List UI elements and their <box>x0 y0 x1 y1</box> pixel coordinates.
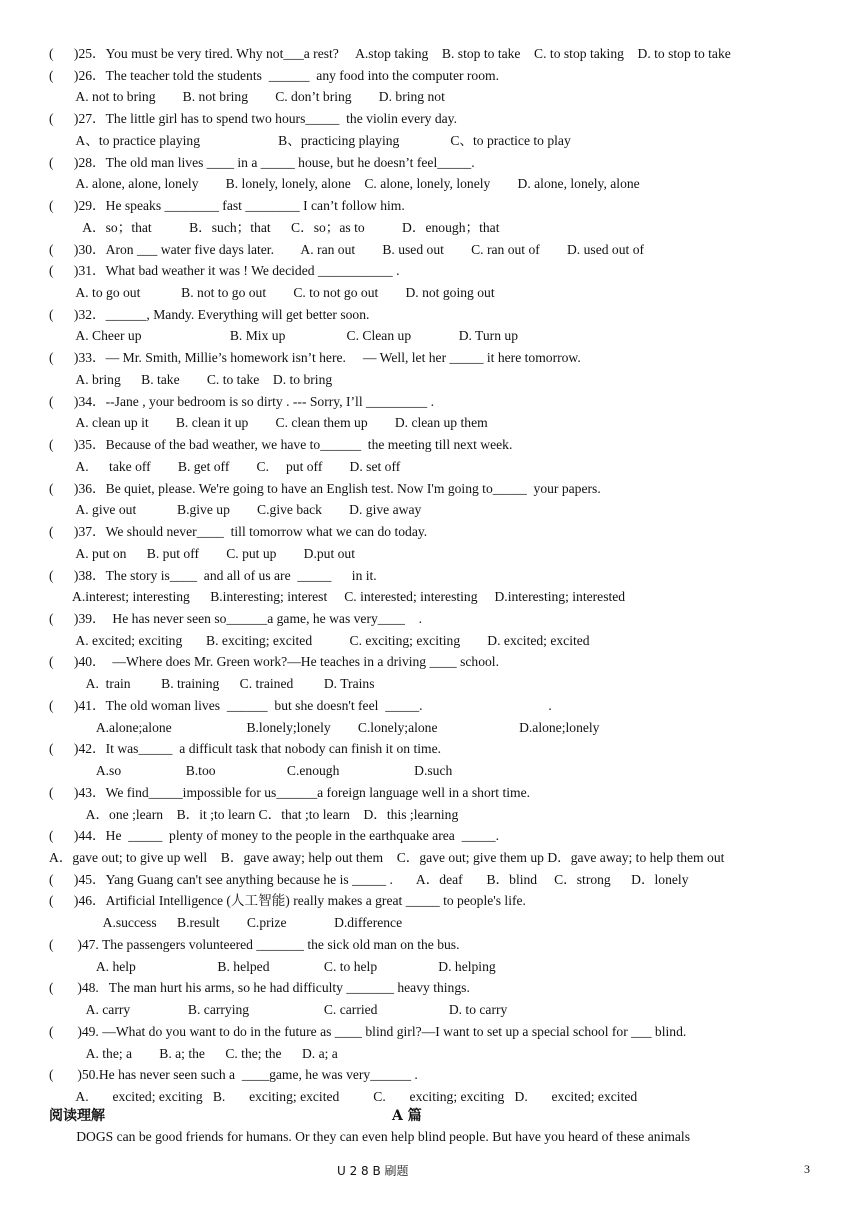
text-line: ( )47. The passengers volunteered _______ the sick old man on the bus. <box>49 936 460 952</box>
text-line: ( )49. —What do you want to do in the future as ____ blind girl?—I want to set up a special school for ___ blind. <box>49 1023 687 1039</box>
text-line: A. put on B. put off C. put up D.put out <box>49 545 355 561</box>
page-number: 3 <box>804 1162 810 1176</box>
text-line: ( )29．He speaks ________ fast ________ I can’t follow him. <box>49 198 405 214</box>
text-line: A. give out B.give up C.give back D. give away <box>49 502 422 518</box>
text-line: ( )35．Because of the bad weather, we have to______ the meeting till next week. <box>49 437 513 453</box>
footer-label: U 2 8 B 刷题 <box>337 1164 409 1178</box>
section-intro: DOGS can be good friends for humans. Or they can even help blind people. But have you heard of these animals <box>49 1129 691 1144</box>
text-line: ( )45．Yang Guang can't see anything because he is _____ . A．deaf B．blind C．strong D．lonely <box>49 871 689 887</box>
text-line: ( )46．Artificial Intelligence (人工智能) really makes a great _____ to people's life. <box>49 893 526 909</box>
text-line: ( )44．He _____ plenty of money to the people in the earthquake area _____. <box>49 828 499 844</box>
text-line: ( )42．It was_____ a difficult task that nobody can finish it on time. <box>49 741 442 757</box>
text-line: A．so；that B．such；that C．so；as to D．enough；that <box>49 219 500 235</box>
text-line: A. take off B. get off C. put off D. set off <box>49 458 401 474</box>
text-line: A.so B.too C.enough D.such <box>49 763 453 779</box>
text-line: ( )28．The old man lives ____ in a _____ house, but he doesn’t feel_____. <box>49 154 475 170</box>
text-line: A、to practice playing B、practicing playing C、to practice to play <box>49 132 571 148</box>
text-line: ( )50.He has never seen such a ____game, he was very______ . <box>49 1067 418 1083</box>
section-subheading: A 篇 <box>392 1108 422 1124</box>
text-line: ( )40． —Where does Mr. Green work?—He teaches in a driving ____ school. <box>49 654 499 670</box>
section-heading: 阅读理解 <box>49 1108 105 1124</box>
text-line: A．gave out; to give up well B．gave away; help out them C．gave out; give them up D．gave away; to help them out <box>49 850 725 865</box>
text-line: A. to go out B. not to go out C. to not go out D. not going out <box>49 285 495 301</box>
text-line: A. excited; exciting B. exciting; excited C. exciting; exciting D. excited; excited <box>49 1089 638 1105</box>
text-line: ( )25．You must be very tired. Why not___a rest? A.stop taking B. stop to take C. to stop taking D. to stop to take <box>49 46 731 61</box>
text-line: A. carry B. carrying C. carried D. to carry <box>49 1002 508 1018</box>
text-line: ( )37．We should never____ till tomorrow what we can do today. <box>49 524 428 540</box>
text-line: ( )36．Be quiet, please. We're going to have an English test. Now I'm going to_____ your papers. <box>49 480 601 496</box>
text-line: ( )48. The man hurt his arms, so he had difficulty _______ heavy things. <box>49 980 470 996</box>
text-line: ( )27．The little girl has to spend two hours_____ the violin every day. <box>49 111 457 127</box>
text-line: A. help B. helped C. to help D. helping <box>49 958 496 974</box>
text-line: A. the; a B. a; the C. the; the D. a; a <box>49 1045 338 1061</box>
text-line: ( )41．The old woman lives ______ but she doesn't feel _____. . <box>49 697 552 713</box>
text-line: A.alone;alone B.lonely;lonely C.lonely;alone D.alone;lonely <box>49 719 600 735</box>
text-line: ( )34．--Jane , your bedroom is so dirty . --- Sorry, I’ll _________ . <box>49 393 434 409</box>
text-line: ( )26．The teacher told the students ______ any food into the computer room. <box>49 67 500 83</box>
text-line: A．one ;learn B．it ;to learn C．that ;to learn D．this ;learning <box>49 806 459 822</box>
text-line: ( )38．The story is____ and all of us are _____ in it. <box>49 567 377 583</box>
text-line: A. not to bring B. not bring C. don’t bring D. bring not <box>49 89 445 105</box>
text-line: ( )39． He has never seen so______a game, he was very____ . <box>49 610 422 626</box>
text-line: A. bring B. take C. to take D. to bring <box>49 371 333 387</box>
text-line: ( )31．What bad weather it was ! We decided ___________ . <box>49 263 400 279</box>
text-line: ( )30．Aron ___ water five days later. A. ran out B. used out C. ran out of D. used out of <box>49 241 645 257</box>
text-line: ( )43．We find_____impossible for us______a foreign language well in a short time. <box>49 784 531 800</box>
text-line: A.success B.result C.prize D.difference <box>49 915 403 931</box>
text-line: A. train B. training C. trained D. Trains <box>49 676 375 692</box>
text-line: A.interest; interesting B.interesting; interest C. interested; interesting D.interesting; interested <box>49 589 626 605</box>
text-line: A. alone, alone, lonely B. lonely, lonely, alone C. alone, lonely, lonely D. alone, lonely, alone <box>49 176 640 192</box>
text-line: A. excited; exciting B. exciting; excited C. exciting; exciting D. excited; excited <box>49 632 590 648</box>
text-line: ( )32．______, Mandy. Everything will get better soon. <box>49 306 370 322</box>
text-line: ( )33．— Mr. Smith, Millie’s homework isn’t here. — Well, let her _____ it here tomorrow. <box>49 350 581 366</box>
text-line: A. clean up it B. clean it up C. clean them up D. clean up them <box>49 415 488 431</box>
text-line: A. Cheer up B. Mix up C. Clean up D. Turn up <box>49 328 518 344</box>
